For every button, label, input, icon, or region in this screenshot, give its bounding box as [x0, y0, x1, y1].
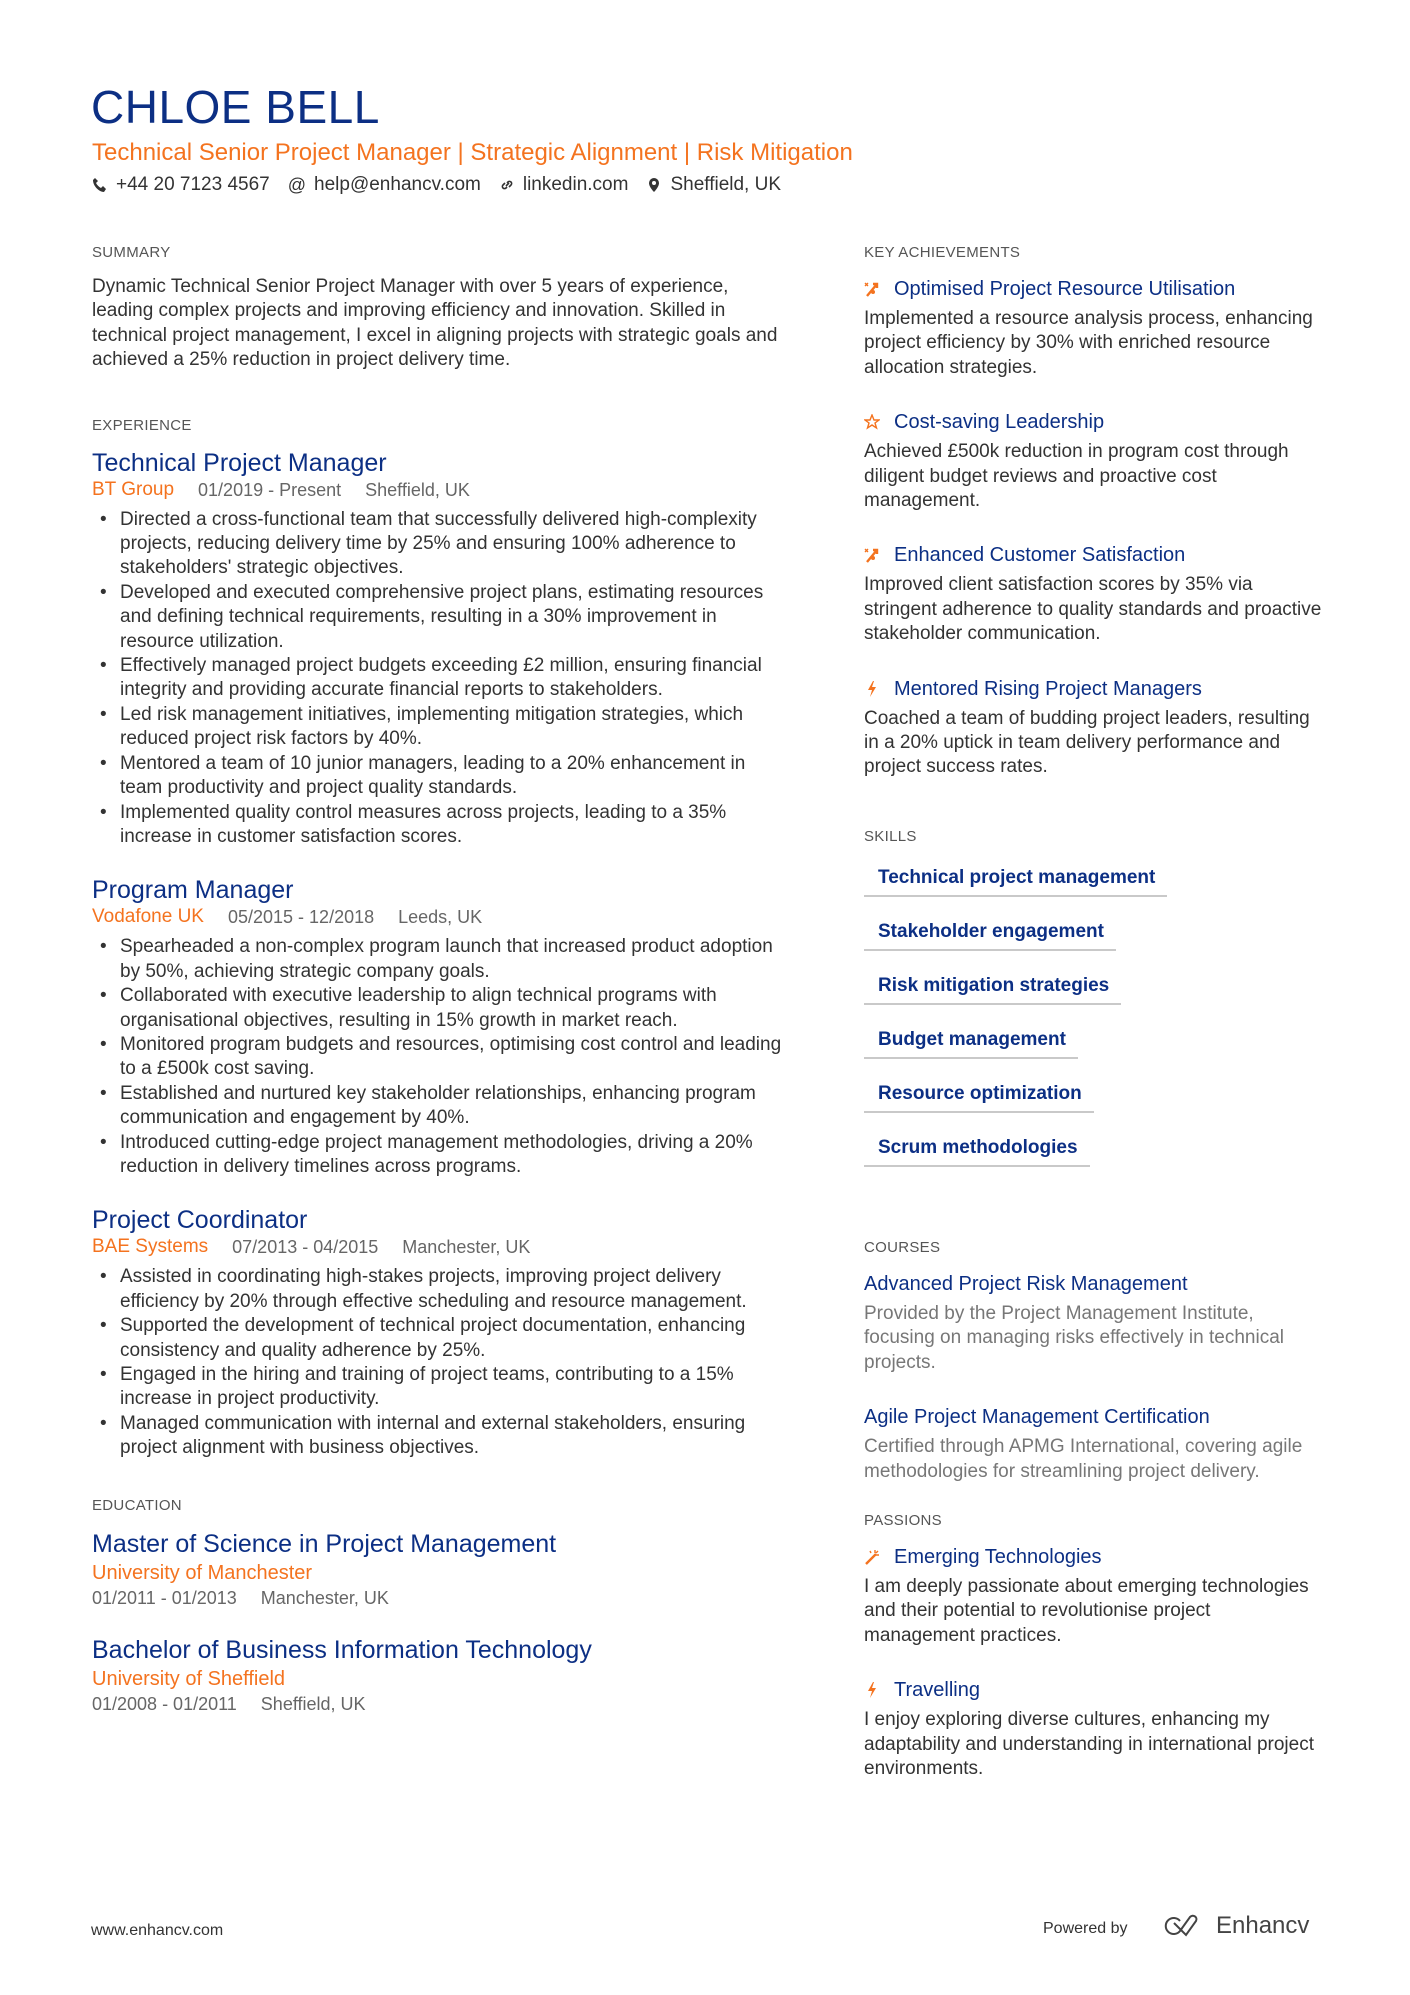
passion-text: I am deeply passionate about emerging technologies and their potential to revolutionise project management practices.	[864, 1575, 1309, 1646]
bullet: • Engaged in the hiring and training of project teams, contributing to a 15% increase in project productivity.	[92, 1363, 792, 1412]
achievement-title: Optimised Project Resource Utilisation	[894, 278, 1236, 300]
location: Manchester, UK	[402, 1237, 531, 1258]
left-column	[92, 244, 792, 1760]
education-entry	[92, 1528, 792, 1610]
achievement-text: Implemented a resource analysis process, enhancing project efficiency by 30% with enriched resource allocation strategies.	[864, 308, 1313, 378]
bullet: • Assisted in coordinating high-stakes projects, improving project delivery efficiency by 20% through effective scheduling and resource management.	[92, 1265, 792, 1314]
achievement	[864, 408, 1324, 513]
job-entry	[92, 1205, 792, 1460]
at-icon: @	[287, 174, 307, 195]
candidate-headline: Technical Senior Project Manager | Strategic Alignment | Risk Mitigation	[92, 139, 853, 166]
course-text: Provided by the Project Management Institute, focusing on managing risks effectively in technical projects.	[864, 1302, 1284, 1373]
passion-text: I enjoy exploring diverse cultures, enhancing my adaptability and understanding in international project environments.	[864, 1709, 1314, 1779]
course-text: Certified through APMG International, covering agile methodologies for streamlining project delivery.	[864, 1436, 1303, 1482]
footer-url[interactable]: www.enhancv.com	[91, 1922, 224, 1939]
bullet: • Implemented quality control measures across projects, leading to a 35% increase in customer satisfaction scores.	[92, 801, 792, 850]
bullet: • Supported the development of technical project documentation, enhancing consistency and quality adherence by 25%.	[92, 1314, 792, 1363]
company: BAE Systems	[92, 1236, 209, 1258]
phone-icon	[92, 177, 108, 193]
passion	[864, 1676, 1324, 1781]
passion-title: Travelling	[894, 1679, 980, 1702]
passions-section	[864, 1512, 1324, 1781]
skill-tag: Budget management	[864, 1029, 1078, 1059]
location-pin-icon	[646, 177, 662, 193]
bullet: • Mentored a team of 10 junior managers, leading to a 20% enhancement in team productivity and project quality standards.	[92, 752, 792, 801]
skill-tag: Technical project management	[864, 867, 1167, 897]
linkedin-link[interactable]: linkedin.com	[522, 174, 629, 195]
summary-text: Dynamic Technical Senior Project Manager with over 5 years of experience, leading complex projects and improving efficiency and innovation. Skilled in technical project management, I excel in aligning projects with strategic goals and achieved a 25% reduction in project delivery time.	[92, 276, 778, 371]
bullet: • Directed a cross-functional team that successfully delivered high-complexity projects, reducing delivery time by 25% and ensuring 100% adherence to stakeholders' strategic objectives.	[92, 508, 792, 581]
bullet: • Spearheaded a non-complex program launch that increased product adoption by 50%, achieving strategic company goals.	[92, 935, 792, 984]
achievement	[864, 541, 1324, 646]
achievement-text: Improved client satisfaction scores by 35% via stringent adherence to quality standards and proactive stakeholder communication.	[864, 574, 1322, 645]
achievement-title: Cost-saving Leadership	[894, 411, 1105, 434]
school: University of Sheffield	[92, 1667, 286, 1690]
bolt-icon	[864, 681, 880, 697]
location: Sheffield, UK	[365, 479, 470, 500]
company: BT Group	[92, 478, 175, 500]
achievement-text: Coached a team of budding project leaders, resulting in a 20% uptick in team delivery performance and project success rates.	[864, 707, 1310, 778]
job-title: Program Manager	[92, 876, 294, 905]
bullet: • Established and nurtured key stakeholder relationships, enhancing program communication and engagement by 40%.	[92, 1082, 792, 1131]
section-heading: COURSES	[864, 1238, 941, 1256]
courses-section	[864, 1239, 1324, 1484]
bullet: • Introduced cutting-edge project management methodologies, driving a 20% reduction in delivery timelines across programs.	[92, 1131, 792, 1180]
location: Manchester, UK	[260, 1587, 389, 1608]
bullet: • Effectively managed project budgets exceeding £2 million, ensuring financial integrity and providing accurate financial reports to stakeholders.	[92, 654, 792, 703]
star-icon	[864, 414, 880, 430]
dates: 01/2008 - 01/2011	[92, 1693, 237, 1714]
achievement-text: Achieved £500k reduction in program cost through diligent budget reviews and proactive cost management.	[864, 441, 1289, 512]
section-heading: SKILLS	[864, 827, 917, 845]
education-section	[92, 1497, 792, 1716]
enhancv-logo[interactable]	[1160, 1912, 1309, 1940]
school: University of Manchester	[92, 1561, 313, 1584]
job-entry	[92, 875, 792, 1179]
summary-section	[92, 244, 792, 373]
education-entry	[92, 1634, 792, 1716]
degree: Bachelor of Business Information Technology	[92, 1635, 592, 1664]
job-entry	[92, 448, 792, 850]
job-title: Project Coordinator	[92, 1206, 308, 1235]
dates: 05/2015 - 12/2018	[227, 907, 375, 928]
section-heading: PASSIONS	[864, 1511, 942, 1529]
section-heading: KEY ACHIEVEMENTS	[864, 244, 1021, 261]
location: Leeds, UK	[398, 907, 483, 928]
skill-tag: Risk mitigation strategies	[864, 975, 1121, 1005]
candidate-name: CHLOE BELL	[91, 81, 380, 133]
contact-bar	[92, 174, 781, 196]
dates: 01/2011 - 01/2013	[92, 1587, 237, 1608]
right-column	[864, 244, 1324, 1825]
achievement-title: Mentored Rising Project Managers	[894, 677, 1202, 700]
bullet: • Managed communication with internal and external stakeholders, ensuring project alignment with business objectives.	[92, 1412, 792, 1461]
passion-title: Emerging Technologies	[894, 1545, 1102, 1568]
location: Sheffield, UK	[670, 174, 782, 195]
section-heading: EXPERIENCE	[92, 416, 192, 434]
experience-section	[92, 417, 792, 1461]
skill-tag: Stakeholder engagement	[864, 921, 1116, 951]
passion	[864, 1543, 1324, 1648]
achievement	[864, 675, 1324, 780]
course-title: Advanced Project Risk Management	[864, 1272, 1188, 1295]
enhancv-logo-icon	[1160, 1913, 1206, 1939]
location: Sheffield, UK	[260, 1693, 366, 1714]
achievements-section	[864, 244, 1324, 780]
wand-icon	[864, 1549, 880, 1565]
bullet: • Collaborated with executive leadership to align technical programs with organisational objectives, resulting in 15% growth in market reach.	[92, 984, 792, 1033]
job-title: Technical Project Manager	[92, 448, 387, 477]
company: Vodafone UK	[92, 906, 204, 928]
degree: Master of Science in Project Management	[92, 1529, 557, 1558]
brand-name: Enhancv	[1216, 1912, 1310, 1939]
skill-tag: Resource optimization	[864, 1083, 1094, 1113]
course-title: Agile Project Management Certification	[864, 1406, 1210, 1429]
achievement	[864, 275, 1324, 380]
skill-tag: Scrum methodologies	[864, 1137, 1090, 1167]
phone[interactable]: +44 20 7123 4567	[116, 174, 270, 195]
bullet: • Developed and executed comprehensive project plans, estimating resources and defining technical requirements, resulting in a 30% improvement in resource utilization.	[92, 581, 792, 654]
dates: 01/2019 - Present	[198, 479, 342, 500]
achievement-title: Enhanced Customer Satisfaction	[894, 544, 1186, 567]
section-heading: EDUCATION	[92, 1496, 182, 1514]
bolt-icon	[864, 1682, 880, 1698]
dates: 07/2013 - 04/2015	[232, 1237, 379, 1258]
email[interactable]: help@enhancv.com	[314, 174, 481, 195]
section-heading: SUMMARY	[92, 244, 171, 261]
trend-icon	[864, 547, 880, 563]
link-icon	[499, 177, 515, 193]
bullet: • Led risk management initiatives, implementing mitigation strategies, which reduced project risk factors by 40%.	[92, 703, 792, 752]
trend-icon	[864, 281, 880, 297]
skills-section	[864, 828, 1324, 1167]
powered-by-label: Powered by	[1043, 1920, 1128, 1937]
bullet: • Monitored program budgets and resources, optimising cost control and leading to a £500k cost saving.	[92, 1033, 792, 1082]
